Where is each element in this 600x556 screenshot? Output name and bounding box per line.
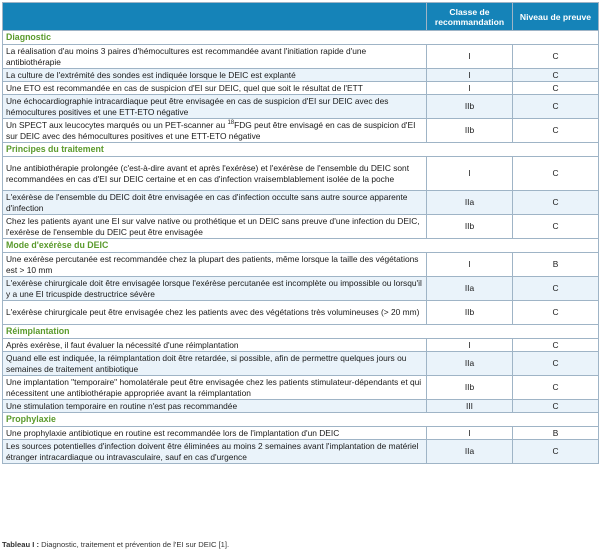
section-header bbox=[3, 413, 599, 427]
niveau-cell: C bbox=[513, 157, 599, 191]
table-row bbox=[3, 301, 599, 325]
table-row bbox=[3, 339, 599, 352]
table-row bbox=[3, 376, 599, 400]
recommendation-text bbox=[3, 119, 427, 143]
recommendation-text: L'exérèse de l'ensemble du DEIC doit être envisagée en cas d'infection occulte sans autre source apparente d'infection bbox=[3, 191, 427, 215]
classe-cell: IIa bbox=[427, 277, 513, 301]
recommendation-text: La culture de l'extrémité des sondes est indiquée lorsque le DEIC est explanté bbox=[3, 69, 427, 82]
table-row bbox=[3, 352, 599, 376]
header-niveau: Niveau de preuve bbox=[513, 3, 599, 31]
classe-cell: IIa bbox=[427, 440, 513, 464]
niveau-cell: C bbox=[513, 339, 599, 352]
recommendation-text: La réalisation d'au moins 3 paires d'hémocultures est recommandée avant l'initiation rapide d'une antibiothérapie bbox=[3, 45, 427, 69]
classe-cell: IIb bbox=[427, 215, 513, 239]
classe-cell: IIb bbox=[427, 301, 513, 325]
recommendation-text: Une échocardiographie intracardiaque peut être envisagée en cas de suspicion d'EI sur DEIC avec des hémocultures positives et une ETT-ETO négative bbox=[3, 95, 427, 119]
niveau-cell: C bbox=[513, 69, 599, 82]
recommendation-text: Une exérèse percutanée est recommandée chez la plupart des patients, même lorsque la taille des végétations est > 10 mm bbox=[3, 253, 427, 277]
niveau-cell: C bbox=[513, 376, 599, 400]
section-header bbox=[3, 143, 599, 157]
classe-cell: I bbox=[427, 69, 513, 82]
classe-cell: I bbox=[427, 82, 513, 95]
table-row bbox=[3, 69, 599, 82]
table-header bbox=[3, 3, 599, 31]
table-row bbox=[3, 95, 599, 119]
table-row bbox=[3, 253, 599, 277]
table-row bbox=[3, 277, 599, 301]
recommendation-text: Une ETO est recommandée en cas de suspicion d'EI sur DEIC, quel que soit le résultat de l'ETT bbox=[3, 82, 427, 95]
table-row bbox=[3, 427, 599, 440]
table-body bbox=[3, 31, 599, 464]
recommendation-text: Quand elle est indiquée, la réimplantation doit être retardée, si possible, afin de permettre quelques jours ou semaines de traitement antibiotique bbox=[3, 352, 427, 376]
table-row bbox=[3, 440, 599, 464]
table-row bbox=[3, 119, 599, 143]
niveau-cell: B bbox=[513, 427, 599, 440]
section-title: Diagnostic bbox=[3, 31, 599, 45]
section-title: Prophylaxie bbox=[3, 413, 599, 427]
superscript: 18 bbox=[227, 120, 235, 127]
table-row bbox=[3, 215, 599, 239]
recommendation-text-part: FDG peut être envisagé en cas de suspicion d'EI sur DEIC avec des hémocultures positives et une ETT-ETO négative bbox=[6, 119, 416, 141]
section-title: Mode d'exérèse du DEIC bbox=[3, 239, 599, 253]
classe-cell: IIb bbox=[427, 95, 513, 119]
table-row bbox=[3, 45, 599, 69]
table-row bbox=[3, 400, 599, 413]
classe-cell: IIb bbox=[427, 119, 513, 143]
recommendation-text: Une implantation "temporaire" homolatérale peut être envisagée chez les patients stimulateur-dépendants et qui nécessitent une antibiothérapie appropriée avant la réimplantation bbox=[3, 376, 427, 400]
caption-text: Diagnostic, traitement et prévention de l'EI sur DEIC [1]. bbox=[39, 540, 230, 549]
caption-label: Tableau I : bbox=[2, 540, 39, 549]
niveau-cell: C bbox=[513, 277, 599, 301]
classe-cell: IIa bbox=[427, 352, 513, 376]
recommendation-text: Après exérèse, il faut évaluer la nécessité d'une réimplantation bbox=[3, 339, 427, 352]
recommendation-text: Une stimulation temporaire en routine n'est pas recommandée bbox=[3, 400, 427, 413]
classe-cell: I bbox=[427, 45, 513, 69]
header-blank-cell bbox=[3, 3, 427, 31]
classe-cell: I bbox=[427, 253, 513, 277]
table-row bbox=[3, 191, 599, 215]
section-title: Principes du traitement bbox=[3, 143, 599, 157]
section-header bbox=[3, 239, 599, 253]
recommendation-text: Chez les patients ayant une EI sur valve native ou prothétique et un DEIC sans preuve d'une infection du DEIC, l'exérèse de l'ensemble du DEIC peut être envisagée bbox=[3, 215, 427, 239]
niveau-cell: C bbox=[513, 301, 599, 325]
niveau-cell: C bbox=[513, 400, 599, 413]
classe-cell: III bbox=[427, 400, 513, 413]
niveau-cell: C bbox=[513, 352, 599, 376]
recommendations-table bbox=[2, 2, 599, 464]
section-title: Réimplantation bbox=[3, 325, 599, 339]
classe-cell: I bbox=[427, 427, 513, 440]
niveau-cell: C bbox=[513, 82, 599, 95]
table-caption bbox=[2, 540, 229, 549]
recommendation-text: L'exérèse chirurgicale peut être envisagée chez les patients avec des végétations très volumineuses (> 20 mm) bbox=[3, 301, 427, 325]
recommendation-text: Une prophylaxie antibiotique en routine est recommandée lors de l'implantation d'un DEIC bbox=[3, 427, 427, 440]
classe-cell: I bbox=[427, 339, 513, 352]
recommendation-text-part: Un SPECT aux leucocytes marqués ou un PET-scanner au bbox=[6, 119, 228, 130]
recommendation-text: Une antibiothérapie prolongée (c'est-à-dire avant et après l'exérèse) et l'exérèse de l'ensemble du DEIC sont recommandées en cas d'EI sur DEIC certaine et en cas d'infection vraisemblablement isolée de la poche bbox=[3, 157, 427, 191]
table-row bbox=[3, 82, 599, 95]
classe-cell: I bbox=[427, 157, 513, 191]
niveau-cell: B bbox=[513, 253, 599, 277]
niveau-cell: C bbox=[513, 215, 599, 239]
niveau-cell: C bbox=[513, 95, 599, 119]
header-classe: Classe de recommandation bbox=[427, 3, 513, 31]
section-header bbox=[3, 325, 599, 339]
classe-cell: IIb bbox=[427, 376, 513, 400]
recommendation-text: Les sources potentielles d'infection doivent être éliminées au moins 2 semaines avant l'implantation de matériel étranger intracardiaque ou intravasculaire, sauf en cas d'urgence bbox=[3, 440, 427, 464]
classe-cell: IIa bbox=[427, 191, 513, 215]
niveau-cell: C bbox=[513, 119, 599, 143]
section-header bbox=[3, 31, 599, 45]
table-row bbox=[3, 157, 599, 191]
niveau-cell: C bbox=[513, 191, 599, 215]
recommendation-text: L'exérèse chirurgicale doit être envisagée lorsque l'exérèse percutanée est incomplète ou impossible ou lorsqu'il y a une EI tricuspide destructrice sévère bbox=[3, 277, 427, 301]
niveau-cell: C bbox=[513, 440, 599, 464]
niveau-cell: C bbox=[513, 45, 599, 69]
